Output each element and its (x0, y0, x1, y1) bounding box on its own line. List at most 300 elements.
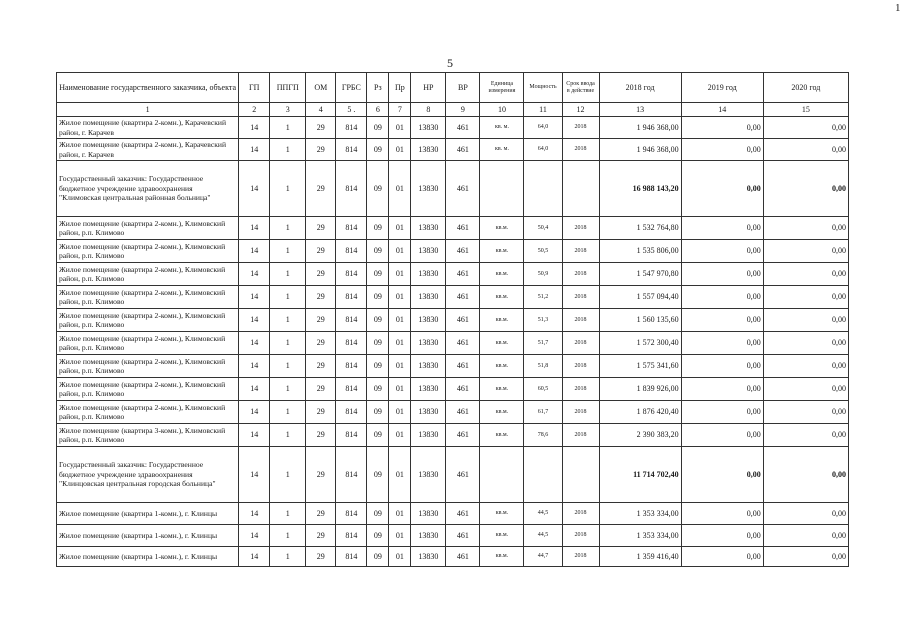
header-unit: Единица измерения (480, 73, 524, 103)
cell-grbs: 814 (336, 161, 367, 217)
cell-amount-2019: 0,00 (681, 424, 763, 447)
cell-commission-year: 2018 (562, 503, 599, 525)
column-number: 2 (239, 103, 270, 117)
cell-nr: 13830 (411, 332, 446, 355)
table-row (57, 525, 849, 547)
cell-rz: 09 (367, 240, 389, 263)
cell-nr: 13830 (411, 117, 446, 139)
cell-grbs: 814 (336, 525, 367, 547)
cell-commission-year: 2018 (562, 240, 599, 263)
cell-nr: 13830 (411, 240, 446, 263)
cell-ppgp: 1 (270, 401, 306, 424)
cell-unit: кв.м. (480, 332, 524, 355)
cell-grbs: 814 (336, 547, 367, 567)
cell-unit: кв.м. (480, 424, 524, 447)
cell-rz: 09 (367, 503, 389, 525)
cell-pr: 01 (389, 378, 411, 401)
cell-vr: 461 (446, 161, 480, 217)
table-body (57, 117, 849, 567)
cell-nr: 13830 (411, 217, 446, 240)
cell-ppgp: 1 (270, 547, 306, 567)
object-name: Жилое помещение (квартира 2-комн.), Климовский район, р.п. Климово (57, 240, 239, 263)
header-name: Наименование государственного заказчика, объекта (57, 73, 239, 103)
cell-ppgp: 1 (270, 263, 306, 286)
cell-vr: 461 (446, 332, 480, 355)
cell-amount-2019: 0,00 (681, 525, 763, 547)
cell-nr: 13830 (411, 447, 446, 503)
cell-amount-2020: 0,00 (763, 332, 848, 355)
cell-pr: 01 (389, 547, 411, 567)
cell-amount-2020: 0,00 (763, 161, 848, 217)
cell-nr: 13830 (411, 161, 446, 217)
cell-gp: 14 (239, 217, 270, 240)
cell-vr: 461 (446, 525, 480, 547)
cell-vr: 461 (446, 447, 480, 503)
cell-gp: 14 (239, 139, 270, 161)
cell-pr: 01 (389, 139, 411, 161)
cell-rz: 09 (367, 547, 389, 567)
object-name: Жилое помещение (квартира 2-комн.), Климовский район, р.п. Климово (57, 309, 239, 332)
cell-vr: 461 (446, 217, 480, 240)
cell-commission-year: 2018 (562, 525, 599, 547)
cell-amount-2020: 0,00 (763, 525, 848, 547)
cell-om: 29 (306, 263, 336, 286)
cell-grbs: 814 (336, 217, 367, 240)
cell-om: 29 (306, 547, 336, 567)
cell-nr: 13830 (411, 424, 446, 447)
cell-ppgp: 1 (270, 161, 306, 217)
cell-om: 29 (306, 332, 336, 355)
cell-amount-2018: 16 988 143,20 (599, 161, 681, 217)
cell-unit: кв.м. (480, 217, 524, 240)
cell-commission-year (562, 447, 599, 503)
cell-grbs: 814 (336, 401, 367, 424)
column-number: 10 (480, 103, 524, 117)
object-name: Государственный заказчик: Государственное бюджетное учреждение здравоохранения "Климовская центральная районная больница" (57, 161, 239, 217)
cell-power (524, 161, 562, 217)
cell-grbs: 814 (336, 286, 367, 309)
table-row (57, 547, 849, 567)
cell-ppgp: 1 (270, 332, 306, 355)
cell-pr: 01 (389, 309, 411, 332)
cell-amount-2019: 0,00 (681, 240, 763, 263)
cell-unit (480, 447, 524, 503)
cell-vr: 461 (446, 309, 480, 332)
cell-nr: 13830 (411, 286, 446, 309)
cell-amount-2018: 1 353 334,00 (599, 503, 681, 525)
cell-nr: 13830 (411, 525, 446, 547)
cell-amount-2020: 0,00 (763, 355, 848, 378)
header-row (57, 73, 849, 103)
cell-amount-2019: 0,00 (681, 503, 763, 525)
object-name: Жилое помещение (квартира 2-комн.), Климовский район, р.п. Климово (57, 263, 239, 286)
cell-nr: 13830 (411, 139, 446, 161)
cell-power (524, 447, 562, 503)
cell-power: 51,7 (524, 332, 562, 355)
cell-pr: 01 (389, 240, 411, 263)
cell-unit: кв.м. (480, 401, 524, 424)
cell-nr: 13830 (411, 309, 446, 332)
object-name: Жилое помещение (квартира 3-комн.), Климовский район, р.п. Климово (57, 424, 239, 447)
cell-om: 29 (306, 161, 336, 217)
object-name: Жилое помещение (квартира 2-комн.), Климовский район, р.п. Климово (57, 378, 239, 401)
header-2020: 2020 год (763, 73, 848, 103)
column-number: 9 (446, 103, 480, 117)
cell-amount-2019: 0,00 (681, 217, 763, 240)
table-row (57, 332, 849, 355)
cell-nr: 13830 (411, 378, 446, 401)
cell-ppgp: 1 (270, 424, 306, 447)
cell-gp: 14 (239, 525, 270, 547)
table-row (57, 117, 849, 139)
cell-unit (480, 161, 524, 217)
cell-pr: 01 (389, 161, 411, 217)
cell-power: 44,7 (524, 547, 562, 567)
cell-rz: 09 (367, 332, 389, 355)
cell-grbs: 814 (336, 240, 367, 263)
cell-ppgp: 1 (270, 503, 306, 525)
cell-ppgp: 1 (270, 378, 306, 401)
cell-amount-2019: 0,00 (681, 447, 763, 503)
cell-amount-2018: 1 946 368,00 (599, 139, 681, 161)
cell-unit: кв.м. (480, 547, 524, 567)
budget-table (56, 72, 849, 567)
cell-ppgp: 1 (270, 447, 306, 503)
cell-gp: 14 (239, 355, 270, 378)
cell-power: 51,3 (524, 309, 562, 332)
cell-grbs: 814 (336, 139, 367, 161)
cell-amount-2018: 1 560 135,60 (599, 309, 681, 332)
cell-om: 29 (306, 424, 336, 447)
cell-vr: 461 (446, 401, 480, 424)
cell-amount-2018: 1 572 300,40 (599, 332, 681, 355)
cell-vr: 461 (446, 263, 480, 286)
cell-gp: 14 (239, 309, 270, 332)
cell-amount-2018: 1 575 341,60 (599, 355, 681, 378)
cell-amount-2020: 0,00 (763, 240, 848, 263)
cell-rz: 09 (367, 139, 389, 161)
cell-power: 78,6 (524, 424, 562, 447)
header-rz: Рз (367, 73, 389, 103)
cell-amount-2020: 0,00 (763, 447, 848, 503)
cell-amount-2019: 0,00 (681, 401, 763, 424)
column-number: 12 (562, 103, 599, 117)
cell-amount-2018: 1 359 416,40 (599, 547, 681, 567)
cell-commission-year: 2018 (562, 401, 599, 424)
table-row (57, 309, 849, 332)
cell-power: 50,5 (524, 240, 562, 263)
cell-om: 29 (306, 525, 336, 547)
header-2019: 2019 год (681, 73, 763, 103)
cell-ppgp: 1 (270, 117, 306, 139)
cell-power: 64,0 (524, 117, 562, 139)
cell-vr: 461 (446, 547, 480, 567)
cell-rz: 09 (367, 117, 389, 139)
cell-power: 61,7 (524, 401, 562, 424)
cell-amount-2019: 0,00 (681, 332, 763, 355)
cell-amount-2020: 0,00 (763, 309, 848, 332)
header-ppgp: ППГП (270, 73, 306, 103)
object-name: Жилое помещение (квартира 2-комн.), Климовский район, р.п. Климово (57, 332, 239, 355)
cell-om: 29 (306, 240, 336, 263)
cell-grbs: 814 (336, 424, 367, 447)
object-name: Жилое помещение (квартира 2-комн.), Климовский район, р.п. Климово (57, 286, 239, 309)
cell-unit: кв.м. (480, 286, 524, 309)
cell-grbs: 814 (336, 447, 367, 503)
cell-rz: 09 (367, 217, 389, 240)
cell-commission-year: 2018 (562, 286, 599, 309)
cell-unit: кв.м. (480, 309, 524, 332)
cell-amount-2019: 0,00 (681, 117, 763, 139)
cell-amount-2019: 0,00 (681, 286, 763, 309)
cell-grbs: 814 (336, 309, 367, 332)
corner-mark: 1 (895, 2, 901, 14)
cell-commission-year (562, 161, 599, 217)
table-row (57, 503, 849, 525)
cell-amount-2020: 0,00 (763, 424, 848, 447)
header-gp: ГП (239, 73, 270, 103)
cell-amount-2019: 0,00 (681, 139, 763, 161)
object-name: Жилое помещение (квартира 1-комн.), г. Клинцы (57, 525, 239, 547)
header-power: Мощность (524, 73, 562, 103)
column-number: 7 (389, 103, 411, 117)
cell-amount-2020: 0,00 (763, 503, 848, 525)
column-number: 5 . (336, 103, 367, 117)
cell-gp: 14 (239, 447, 270, 503)
cell-vr: 461 (446, 117, 480, 139)
column-number: 11 (524, 103, 562, 117)
object-name: Жилое помещение (квартира 2-комн.), Климовский район, р.п. Климово (57, 355, 239, 378)
cell-rz: 09 (367, 286, 389, 309)
cell-rz: 09 (367, 401, 389, 424)
cell-vr: 461 (446, 139, 480, 161)
cell-om: 29 (306, 217, 336, 240)
cell-amount-2020: 0,00 (763, 547, 848, 567)
cell-power: 50,9 (524, 263, 562, 286)
cell-amount-2020: 0,00 (763, 263, 848, 286)
table-row (57, 263, 849, 286)
customer-group-row (57, 161, 849, 217)
cell-pr: 01 (389, 332, 411, 355)
cell-nr: 13830 (411, 503, 446, 525)
object-name: Жилое помещение (квартира 2-комн.), Климовский район, р.п. Климово (57, 217, 239, 240)
cell-ppgp: 1 (270, 525, 306, 547)
cell-ppgp: 1 (270, 309, 306, 332)
cell-amount-2019: 0,00 (681, 309, 763, 332)
cell-nr: 13830 (411, 401, 446, 424)
cell-amount-2018: 1 876 420,40 (599, 401, 681, 424)
cell-gp: 14 (239, 378, 270, 401)
cell-amount-2019: 0,00 (681, 378, 763, 401)
column-number: 8 (411, 103, 446, 117)
cell-unit: кв.м. (480, 263, 524, 286)
cell-commission-year: 2018 (562, 309, 599, 332)
cell-ppgp: 1 (270, 286, 306, 309)
cell-grbs: 814 (336, 117, 367, 139)
cell-gp: 14 (239, 161, 270, 217)
cell-amount-2018: 1 557 094,40 (599, 286, 681, 309)
cell-gp: 14 (239, 117, 270, 139)
cell-vr: 461 (446, 240, 480, 263)
cell-om: 29 (306, 117, 336, 139)
cell-gp: 14 (239, 424, 270, 447)
object-name: Жилое помещение (квартира 1-комн.), г. Клинцы (57, 503, 239, 525)
object-name: Жилое помещение (квартира 2-комн.), Климовский район, р.п. Климово (57, 401, 239, 424)
cell-vr: 461 (446, 286, 480, 309)
cell-rz: 09 (367, 525, 389, 547)
cell-vr: 461 (446, 503, 480, 525)
cell-ppgp: 1 (270, 217, 306, 240)
cell-grbs: 814 (336, 332, 367, 355)
cell-rz: 09 (367, 161, 389, 217)
cell-nr: 13830 (411, 547, 446, 567)
cell-om: 29 (306, 139, 336, 161)
cell-om: 29 (306, 355, 336, 378)
cell-rz: 09 (367, 378, 389, 401)
cell-grbs: 814 (336, 355, 367, 378)
cell-unit: кв.м. (480, 503, 524, 525)
cell-commission-year: 2018 (562, 332, 599, 355)
header-vr: ВР (446, 73, 480, 103)
cell-commission-year: 2018 (562, 355, 599, 378)
cell-power: 51,2 (524, 286, 562, 309)
column-number: 13 (599, 103, 681, 117)
cell-om: 29 (306, 309, 336, 332)
cell-nr: 13830 (411, 355, 446, 378)
header-pr: Пр (389, 73, 411, 103)
cell-nr: 13830 (411, 263, 446, 286)
cell-gp: 14 (239, 263, 270, 286)
header-2018: 2018 год (599, 73, 681, 103)
cell-unit: кв.м. (480, 525, 524, 547)
table-row (57, 424, 849, 447)
cell-commission-year: 2018 (562, 547, 599, 567)
page-number: 5 (447, 56, 453, 70)
column-number: 4 (306, 103, 336, 117)
cell-rz: 09 (367, 309, 389, 332)
cell-ppgp: 1 (270, 355, 306, 378)
cell-amount-2020: 0,00 (763, 286, 848, 309)
cell-commission-year: 2018 (562, 117, 599, 139)
cell-commission-year: 2018 (562, 139, 599, 161)
column-number: 6 (367, 103, 389, 117)
cell-commission-year: 2018 (562, 263, 599, 286)
cell-power: 44,5 (524, 503, 562, 525)
cell-om: 29 (306, 286, 336, 309)
column-number: 3 (270, 103, 306, 117)
cell-gp: 14 (239, 547, 270, 567)
cell-unit: кв. м. (480, 117, 524, 139)
cell-amount-2018: 1 547 970,80 (599, 263, 681, 286)
cell-pr: 01 (389, 217, 411, 240)
cell-unit: кв.м. (480, 240, 524, 263)
cell-unit: кв.м. (480, 355, 524, 378)
cell-commission-year: 2018 (562, 378, 599, 401)
cell-amount-2020: 0,00 (763, 401, 848, 424)
cell-pr: 01 (389, 401, 411, 424)
cell-amount-2018: 2 390 383,20 (599, 424, 681, 447)
cell-pr: 01 (389, 447, 411, 503)
cell-amount-2020: 0,00 (763, 378, 848, 401)
cell-gp: 14 (239, 240, 270, 263)
cell-gp: 14 (239, 503, 270, 525)
column-number-row (57, 103, 849, 117)
column-number: 15 (763, 103, 848, 117)
cell-rz: 09 (367, 447, 389, 503)
cell-power: 51,8 (524, 355, 562, 378)
cell-amount-2020: 0,00 (763, 117, 848, 139)
cell-pr: 01 (389, 424, 411, 447)
cell-amount-2018: 1 532 764,80 (599, 217, 681, 240)
cell-unit: кв. м. (480, 139, 524, 161)
cell-amount-2018: 1 946 368,00 (599, 117, 681, 139)
cell-rz: 09 (367, 424, 389, 447)
cell-grbs: 814 (336, 503, 367, 525)
table-row (57, 401, 849, 424)
cell-amount-2019: 0,00 (681, 263, 763, 286)
object-name: Государственный заказчик: Государственное бюджетное учреждение здравоохранения "Клинцовская центральная городская больница" (57, 447, 239, 503)
cell-om: 29 (306, 447, 336, 503)
cell-amount-2018: 1 839 926,00 (599, 378, 681, 401)
cell-gp: 14 (239, 332, 270, 355)
cell-grbs: 814 (336, 378, 367, 401)
cell-vr: 461 (446, 355, 480, 378)
header-commission-date: Срок ввода в действие (562, 73, 599, 103)
header-grbs: ГРБС (336, 73, 367, 103)
cell-om: 29 (306, 378, 336, 401)
cell-commission-year: 2018 (562, 424, 599, 447)
table-row (57, 139, 849, 161)
table-row (57, 378, 849, 401)
cell-gp: 14 (239, 401, 270, 424)
table-row (57, 240, 849, 263)
cell-amount-2018: 1 535 806,00 (599, 240, 681, 263)
column-number: 1 (57, 103, 239, 117)
cell-om: 29 (306, 401, 336, 424)
cell-pr: 01 (389, 286, 411, 309)
cell-pr: 01 (389, 263, 411, 286)
cell-unit: кв.м. (480, 378, 524, 401)
cell-power: 50,4 (524, 217, 562, 240)
column-number: 14 (681, 103, 763, 117)
cell-pr: 01 (389, 503, 411, 525)
cell-ppgp: 1 (270, 139, 306, 161)
customer-group-row (57, 447, 849, 503)
cell-amount-2019: 0,00 (681, 161, 763, 217)
cell-amount-2018: 1 353 334,00 (599, 525, 681, 547)
header-nr: НР (411, 73, 446, 103)
cell-amount-2020: 0,00 (763, 139, 848, 161)
table-row (57, 217, 849, 240)
cell-grbs: 814 (336, 263, 367, 286)
cell-pr: 01 (389, 117, 411, 139)
cell-power: 44,5 (524, 525, 562, 547)
table-row (57, 355, 849, 378)
object-name: Жилое помещение (квартира 2-комн.), Карачевский район, г. Карачев (57, 117, 239, 139)
cell-vr: 461 (446, 424, 480, 447)
cell-amount-2019: 0,00 (681, 355, 763, 378)
cell-amount-2019: 0,00 (681, 547, 763, 567)
cell-pr: 01 (389, 355, 411, 378)
cell-rz: 09 (367, 263, 389, 286)
cell-ppgp: 1 (270, 240, 306, 263)
table-row (57, 286, 849, 309)
cell-power: 64,0 (524, 139, 562, 161)
cell-om: 29 (306, 503, 336, 525)
cell-pr: 01 (389, 525, 411, 547)
cell-commission-year: 2018 (562, 217, 599, 240)
cell-vr: 461 (446, 378, 480, 401)
